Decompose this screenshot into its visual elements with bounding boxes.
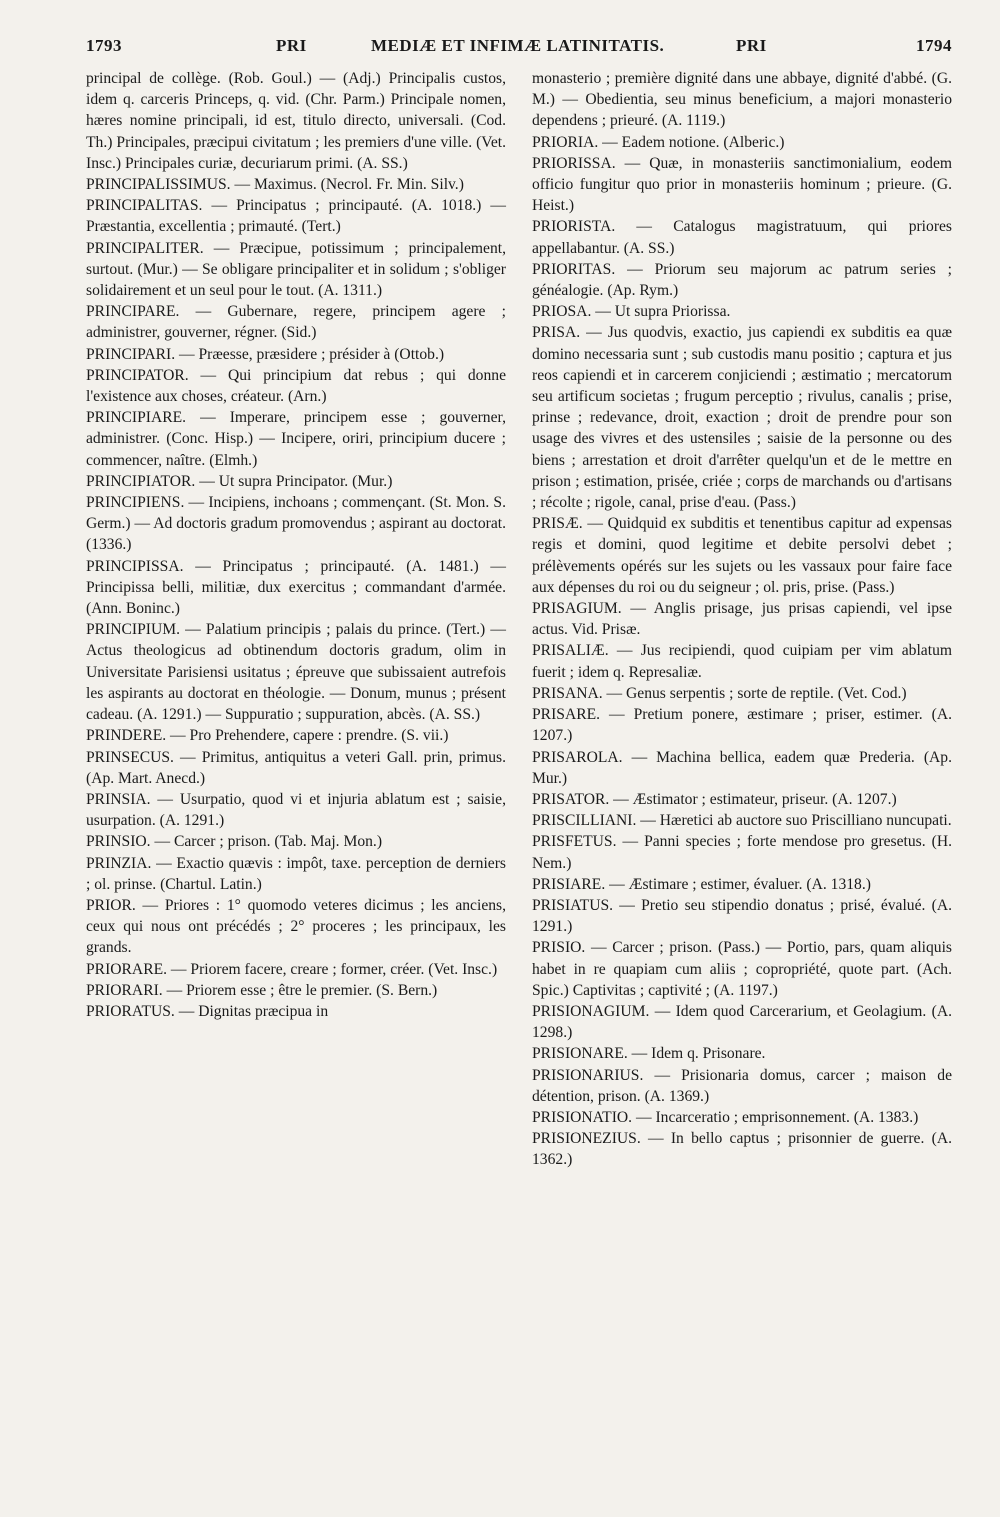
entry-text: PRINSIO. — Carcer ; prison. (Tab. Maj. Mon.) xyxy=(86,833,383,851)
entry-text: PRISA. — Jus quodvis, exactio, jus capiendi ex subditis ea quæ domino necessaria sunt ; sub custodis manu positio ; captura et jus reos capiendi et in carcerem conjiciendi ; æstimatio ; mercatorum seu artificum societas ; frugum perceptio ; rivulus, canalis ; prise, prinse ; redevance, droit, exaction ; droit de prendre pour son usage des vivres et des ustensiles ; saisie de la personne ou des biens ; arrestation et droit d'arrêter quelqu'un et de le mettre en prison ; estimation, prisée, criée ; corps de marchands ou d'artisans ; récolte ; rigole, canal, prise d'eau. (Pass.) xyxy=(532,324,952,512)
entry-text: PRIORISSA. — Quæ, in monasteriis sanctimonialium, eodem officio fungitur quo prior in monasteriis hominum ; prieure. (G. Heist.) xyxy=(532,154,952,215)
entry-text: PRISIATUS. — Pretio seu stipendio donatus ; prisé, évalué. (A. 1291.) xyxy=(532,896,952,936)
entry-text: PRISFETUS. — Panni species ; forte mendose pro gresetus. (H. Nem.) xyxy=(532,833,952,872)
entry-text: PRISAGIUM. — Anglis prisage, jus prisas capiendi, vel ipse actus. Vid. Prisæ. xyxy=(532,600,952,639)
entry-text: PRIORISTA. — Catalogus magistratuum, qui priores appellabantur. (A. SS.) xyxy=(532,218,952,257)
right-column-number: 1794 xyxy=(916,36,952,55)
entry-prisiare xyxy=(532,874,952,895)
entry-principium xyxy=(86,619,506,725)
entry-prioratus xyxy=(86,1001,506,1022)
entry-text: PRINCIPIUM. — Palatium principis ; palais du prince. (Tert.) — Actus theologicus ad obtinendum doctoris gradum, olim in Universitate Parisiensi usitatus ; épreuve que subissaient autrefois les aspirants au doctorat en théologie. — Donum, munus ; présent cadeau. (A. 1291.) — Suppuratio ; suppuration, abcès. (A. SS.) xyxy=(86,621,506,724)
entry-prisionagium xyxy=(532,1001,952,1043)
entry-text: PRISARE. — Pretium ponere, æstimare ; priser, estimer. (A. 1207.) xyxy=(532,706,952,745)
entry-priscilliani xyxy=(532,810,952,831)
entry-priorissa xyxy=(532,153,952,217)
entry-text: PRIORARE. — Priorem facere, creare ; former, créer. (Vet. Insc.) xyxy=(86,960,498,978)
entry-prisarola xyxy=(532,747,952,789)
entry-principiator xyxy=(86,471,506,492)
entry-principalitas xyxy=(86,195,506,237)
right-guide-word: PRI xyxy=(736,36,767,55)
entry-text: PRISIONARE. — Idem q. Prisonare. xyxy=(532,1045,766,1063)
entry-text: PRISCILLIANI. — Hæretici ab auctore suo Priscilliano nuncupati. xyxy=(532,812,952,830)
entry-text: PRINCIPARI. — Præesse, præsidere ; présider à (Ottob.) xyxy=(86,345,445,363)
entry-principiens xyxy=(86,492,506,556)
right-column xyxy=(532,68,952,1171)
entry-prinsia xyxy=(86,789,506,831)
entry-text: principal de collège. (Rob. Goul.) — (Adj.) Principalis custos, idem q. carceris Princeps, q. vid. (Chr. Parm.) Principale nomen, hæres nomine principali, id est, titulo directo, universali. (Cod. Th.) Principales, præcipui civitatum ; les premiers d'une ville. (Vet. Insc.) Principales curiæ, decuriarum primi. (A. SS.) xyxy=(86,70,506,172)
entry-principaliter xyxy=(86,238,506,302)
entry-principalissimus xyxy=(86,174,506,195)
entry-text: PRINSIA. — Usurpatio, quod vi et injuria ablatum est ; saisie, usurpation. (A. 1291.) xyxy=(86,790,506,830)
entry-text: PRIOR. — Priores : 1° quomodo veteres dicimus ; les anciens, ceux qui nous ont précédés ; 2° proceres ; les principaux, les grands. xyxy=(86,896,506,957)
entry-prinsecus xyxy=(86,747,506,789)
entry-prisator xyxy=(532,789,952,810)
entry-text: PRISANA. — Genus serpentis ; sorte de reptile. (Vet. Cod.) xyxy=(532,684,907,702)
entry-text: PRINCIPATOR. — Qui principium dat rebus ; qui donne l'existence aux choses, créateur. (Arn.) xyxy=(86,366,506,406)
entry-text: PRINCIPARE. — Gubernare, regere, principem agere ; administrer, gouverner, régner. (Sid.) xyxy=(86,303,506,342)
entry-text: PRISÆ. — Quidquid ex subditis et tenentibus capitur ad expensas regis et domini, quod legitime et debite persolvi debet ; prélèvements opérés sur les sujets ou les vassaux pour faire face aux dépenses du roi ou du seigneur ; ol. pris, prise. (Pass.) xyxy=(532,515,952,596)
entry-text: PRISIONAGIUM. — Idem quod Carcerarium, et Geolagium. (A. 1298.) xyxy=(532,1002,952,1042)
entry-text: PRIORATUS. — Dignitas præcipua in xyxy=(86,1002,329,1020)
entry-text: PRINDERE. — Pro Prehendere, capere : prendre. (S. vii.) xyxy=(86,727,449,745)
entry-text: PRINCIPALITAS. — Principatus ; principauté. (A. 1018.) — Præstantia, excellentia ; primauté. (Tert.) xyxy=(86,197,506,236)
entry-prioria xyxy=(532,132,952,153)
entry-continuation xyxy=(86,68,506,174)
entry-priorari xyxy=(86,980,506,1001)
entry-prisio xyxy=(532,937,952,1001)
entry-principiare xyxy=(86,407,506,471)
entry-text: PRISIONEZIUS. — In bello captus ; prisonnier de guerre. (A. 1362.) xyxy=(532,1130,952,1169)
entry-text: PRISALIÆ. — Jus recipiendi, quod cuipiam per vim ablatum fuerit ; idem q. Represaliæ. xyxy=(532,642,952,681)
entry-text: PRINCIPALISSIMUS. — Maximus. (Necrol. Fr. Min. Silv.) xyxy=(86,176,464,194)
left-column-number: 1793 xyxy=(86,36,122,55)
entry-prisionezius xyxy=(532,1128,952,1170)
entry-prisionarius xyxy=(532,1065,952,1107)
entry-text: PRINZIA. — Exactio quævis : impôt, taxe. perception de derniers ; ol. prinse. (Chartul. Latin.) xyxy=(86,854,506,893)
entry-text: PRISIARE. — Æstimare ; estimer, évaluer. (A. 1318.) xyxy=(532,875,871,893)
entry-principari xyxy=(86,344,506,365)
entry-text: PRINCIPIATOR. — Ut supra Principator. (Mur.) xyxy=(86,472,393,490)
entry-priorare xyxy=(86,959,506,980)
entry-prisiatus xyxy=(532,895,952,937)
entry-priosa xyxy=(532,301,952,322)
entry-text: monasterio ; première dignité dans une abbaye, dignité d'abbé. (G. M.) — Obedientia, seu minus beneficium, a majori monasterio dependens ; prieuré. (A. 1119.) xyxy=(532,70,952,130)
entry-prisionare xyxy=(532,1043,952,1064)
entry-text: PRINCIPIENS. — Incipiens, inchoans ; commençant. (St. Mon. S. Germ.) — Ad doctoris gradum promovendus ; aspirant au doctorat. (1336.) xyxy=(86,494,506,554)
entry-text: PRINCIPISSA. — Principatus ; principauté. (A. 1481.) — Principissa belli, militiæ, dux exercitus ; commandant d'armée. (Ann. Boninc.) xyxy=(86,557,506,618)
entry-priorista xyxy=(532,216,952,258)
entry-prindere xyxy=(86,725,506,746)
entry-prisagium xyxy=(532,598,952,640)
entry-principissa xyxy=(86,556,506,620)
entry-prisae xyxy=(532,513,952,598)
entry-prisana xyxy=(532,683,952,704)
entry-prisa xyxy=(532,322,952,513)
entry-prisfetus xyxy=(532,831,952,873)
entry-text: PRISAROLA. — Machina bellica, eadem quæ Prederia. (Ap. Mur.) xyxy=(532,748,952,787)
entry-prisionatio xyxy=(532,1107,952,1128)
entry-text: PRINCIPALITER. — Præcipue, potissimum ; principalement, surtout. (Mur.) — Se obligare principaliter et in solidum ; s'obliger solidairement et un seul pour le tout. (A. 1311.) xyxy=(86,239,506,300)
entry-prinsio xyxy=(86,831,506,852)
left-guide-word: PRI xyxy=(276,36,307,55)
entry-continuation xyxy=(532,68,952,132)
entry-text: PRIORITAS. — Priorum seu majorum ac patrum series ; généalogie. (Ap. Rym.) xyxy=(532,260,952,300)
entry-prinzia xyxy=(86,853,506,895)
page-header xyxy=(86,30,952,64)
entry-principare xyxy=(86,301,506,343)
entry-text: PRISATOR. — Æstimator ; estimateur, priseur. (A. 1207.) xyxy=(532,790,897,808)
entry-text: PRINCIPIARE. — Imperare, principem esse ; gouverner, administrer. (Conc. Hisp.) — Incipere, oriri, principium ducere ; commencer, naître. (Elmh.) xyxy=(86,409,506,469)
entry-principator xyxy=(86,365,506,407)
entry-prisaliae xyxy=(532,640,952,682)
running-title: MEDIÆ ET INFIMÆ LATINITATIS. xyxy=(371,36,665,55)
left-column xyxy=(86,68,506,1022)
entry-text: PRIOSA. — Ut supra Priorissa. xyxy=(532,303,731,321)
entry-text: PRISIONARIUS. — Prisionaria domus, carcer ; maison de détention, prison. (A. 1369.) xyxy=(532,1066,952,1105)
entry-prioritas xyxy=(532,259,952,301)
entry-prior xyxy=(86,895,506,959)
entry-text: PRINSECUS. — Primitus, antiquitus a veteri Gall. prin, primus. (Ap. Mart. Anecd.) xyxy=(86,748,506,787)
entry-text: PRIORIA. — Eadem notione. (Alberic.) xyxy=(532,133,785,151)
entry-text: PRISIONATIO. — Incarceratio ; emprisonnement. (A. 1383.) xyxy=(532,1108,919,1126)
entry-text: PRISIO. — Carcer ; prison. (Pass.) — Portio, pars, quam aliquis habet in re quapiam cum aliis ; copropriété, quote part. (Ach. Spic.) Captivitas ; captivité ; (A. 1197.) xyxy=(532,939,952,999)
entry-prisare xyxy=(532,704,952,746)
entry-text: PRIORARI. — Priorem esse ; être le premier. (S. Bern.) xyxy=(86,981,438,999)
